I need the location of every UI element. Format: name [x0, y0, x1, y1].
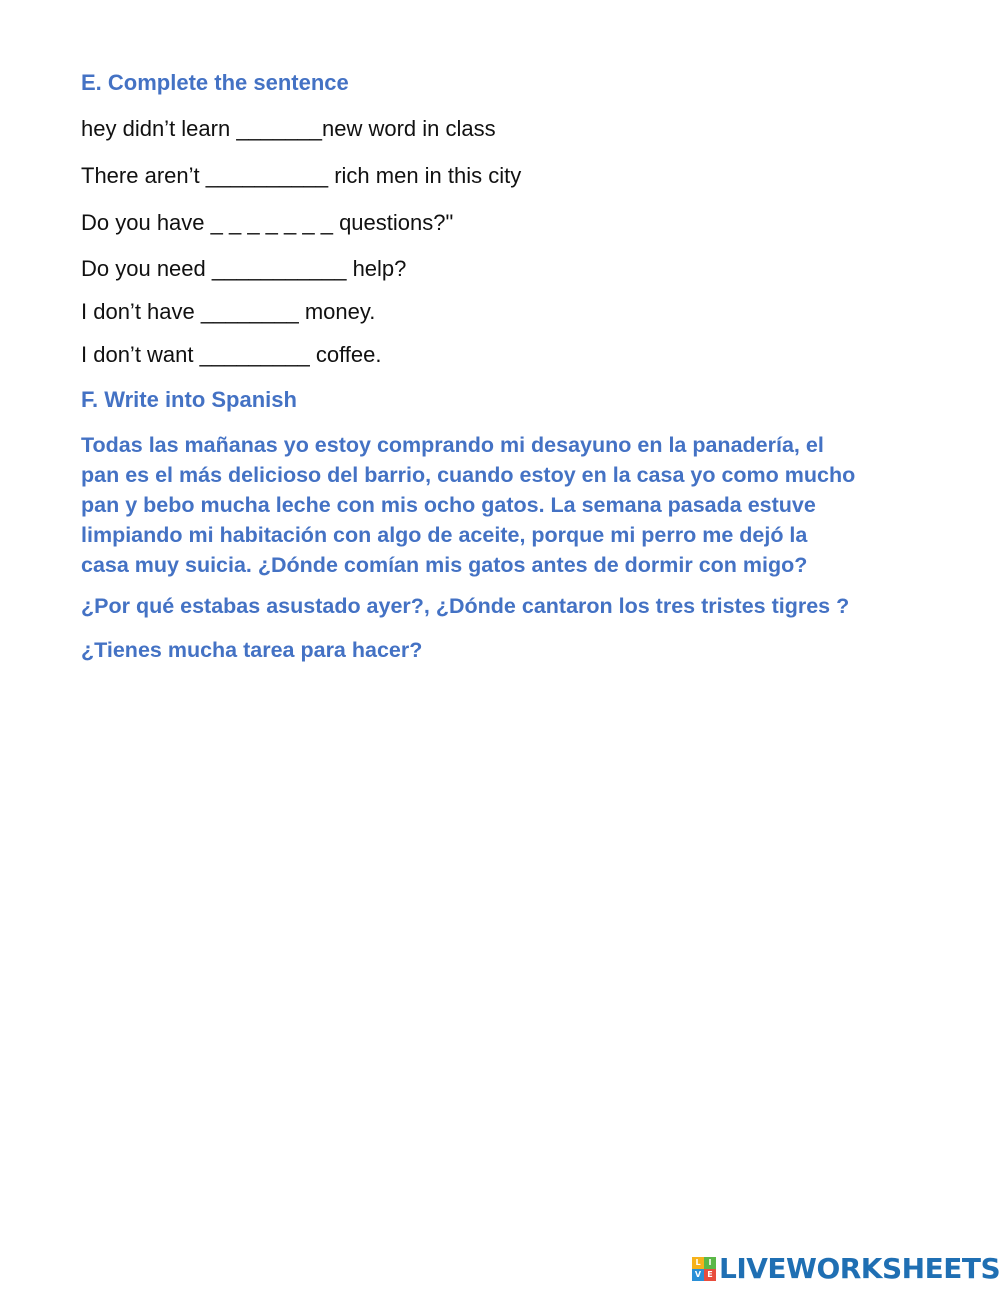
logo-letter-i: I [704, 1257, 716, 1269]
paragraph-line-4: limpiando mi habitación con algo de aceite, porque mi perro me dejó la [81, 523, 808, 547]
paragraph-line-3: pan y bebo mucha leche con mis ocho gatos. La semana pasada estuve [81, 493, 816, 517]
liveworksheets-brand [692, 1254, 1000, 1284]
paragraph-line-5: casa muy suicia. ¿Dónde comían mis gatos antes de dormir con migo? [81, 553, 808, 577]
spanish-question-1: ¿Por qué estabas asustado ayer?, ¿Dónde cantaron los tres tristes tigres ? [81, 594, 850, 618]
logo-letter-l: L [692, 1257, 704, 1269]
spanish-paragraph [81, 430, 951, 580]
sentence-6: I don’t want _________ coffee. [81, 342, 382, 367]
sentence-4: Do you need ___________ help? [81, 256, 407, 281]
logo-letter-e: E [704, 1269, 716, 1281]
liveworksheets-logo-icon [692, 1257, 716, 1281]
logo-letter-v: V [692, 1269, 704, 1281]
sentence-5: I don’t have ________ money. [81, 299, 376, 324]
brand-wordmark: LIVEWORKSHEETS [719, 1252, 1000, 1285]
sentence-2: There aren’t __________ rich men in this city [81, 163, 522, 188]
section-e-heading: E. Complete the sentence [81, 70, 349, 95]
section-f-heading: F. Write into Spanish [81, 387, 297, 412]
paragraph-line-2: pan es el más delicioso del barrio, cuando estoy en la casa yo como mucho [81, 463, 856, 487]
sentence-1: hey didn’t learn _______new word in class [81, 116, 496, 141]
paragraph-line-1: Todas las mañanas yo estoy comprando mi desayuno en la panadería, el [81, 433, 824, 457]
spanish-question-2: ¿Tienes mucha tarea para hacer? [81, 638, 423, 662]
sentence-3: Do you have _ _ _ _ _ _ _ questions?" [81, 210, 454, 235]
